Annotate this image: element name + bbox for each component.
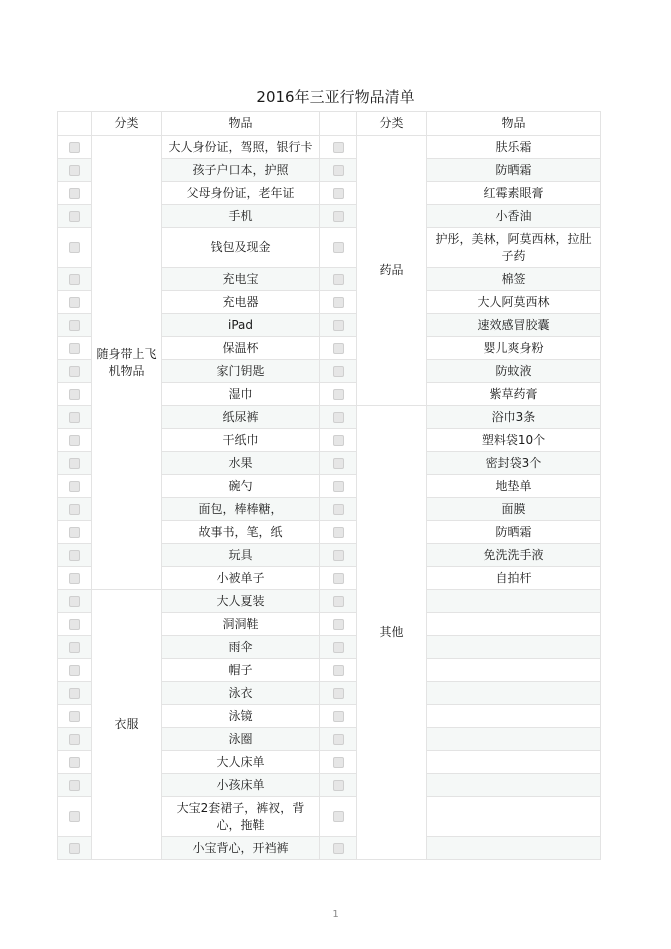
checkbox[interactable]: [333, 665, 344, 676]
check-cell-left: [58, 521, 92, 544]
item-cell-right: 护彤，美林，阿莫西林，拉肚子药: [427, 228, 601, 268]
checkbox[interactable]: [69, 242, 80, 253]
check-cell-left: [58, 567, 92, 590]
item-cell-left: 家门钥匙: [162, 360, 320, 383]
check-cell-left: [58, 429, 92, 452]
check-cell-left: [58, 774, 92, 797]
header-item-right: 物品: [427, 112, 601, 136]
checkbox[interactable]: [333, 366, 344, 377]
check-cell-left: [58, 182, 92, 205]
item-cell-right: [427, 728, 601, 751]
check-cell-right: [320, 590, 357, 613]
check-cell-left: [58, 314, 92, 337]
item-cell-right: 肤乐霜: [427, 136, 601, 159]
item-cell-right: [427, 774, 601, 797]
packing-list-table: [57, 111, 601, 860]
item-cell-left: 小孩床单: [162, 774, 320, 797]
check-cell-left: [58, 728, 92, 751]
category-carry-on: 随身带上飞机物品: [92, 136, 162, 590]
check-cell-left: [58, 406, 92, 429]
item-cell-right: 密封袋3个: [427, 452, 601, 475]
checkbox[interactable]: [69, 573, 80, 584]
item-cell-right: [427, 751, 601, 774]
checkbox[interactable]: [333, 297, 344, 308]
checkbox[interactable]: [69, 188, 80, 199]
check-cell-left: [58, 383, 92, 406]
item-cell-right: 塑料袋10个: [427, 429, 601, 452]
check-cell-right: [320, 751, 357, 774]
item-cell-left: 小被单子: [162, 567, 320, 590]
header-row: [58, 112, 601, 136]
category-clothes: 衣服: [92, 590, 162, 860]
checkbox[interactable]: [69, 688, 80, 699]
check-cell-left: [58, 159, 92, 182]
check-cell-right: [320, 314, 357, 337]
item-cell-left: 手机: [162, 205, 320, 228]
check-cell-right: [320, 268, 357, 291]
checkbox[interactable]: [333, 142, 344, 153]
check-cell-left: [58, 337, 92, 360]
check-cell-right: [320, 837, 357, 860]
check-cell-right: [320, 705, 357, 728]
check-cell-right: [320, 521, 357, 544]
check-cell-right: [320, 567, 357, 590]
checkbox[interactable]: [69, 527, 80, 538]
checkbox[interactable]: [69, 412, 80, 423]
item-cell-left: 大人身份证，驾照，银行卡: [162, 136, 320, 159]
check-cell-right: [320, 613, 357, 636]
category-medicine: 药品: [357, 136, 427, 406]
checkbox[interactable]: [333, 320, 344, 331]
item-cell-right: 速效感冒胶囊: [427, 314, 601, 337]
check-cell-right: [320, 544, 357, 567]
checkbox[interactable]: [333, 274, 344, 285]
header-check-right: [320, 112, 357, 136]
checkbox[interactable]: [69, 343, 80, 354]
checkbox[interactable]: [69, 211, 80, 222]
check-cell-right: [320, 728, 357, 751]
item-cell-right: [427, 705, 601, 728]
check-cell-left: [58, 475, 92, 498]
item-cell-left: 大人夏装: [162, 590, 320, 613]
checkbox[interactable]: [333, 504, 344, 515]
item-cell-left: 碗勺: [162, 475, 320, 498]
check-cell-right: [320, 228, 357, 268]
item-cell-right: [427, 682, 601, 705]
check-cell-right: [320, 475, 357, 498]
check-cell-left: [58, 498, 92, 521]
item-cell-left: 泳衣: [162, 682, 320, 705]
check-cell-right: [320, 383, 357, 406]
item-cell-right: 大人阿莫西林: [427, 291, 601, 314]
item-cell-left: 充电器: [162, 291, 320, 314]
item-cell-left: 大宝2套裙子，裤衩，背心，拖鞋: [162, 797, 320, 837]
check-cell-left: [58, 682, 92, 705]
check-cell-left: [58, 228, 92, 268]
header-category-right: 分类: [357, 112, 427, 136]
item-cell-right: 免洗洗手液: [427, 544, 601, 567]
item-cell-left: 干纸巾: [162, 429, 320, 452]
checkbox[interactable]: [69, 142, 80, 153]
check-cell-left: [58, 636, 92, 659]
item-cell-left: 纸尿裤: [162, 406, 320, 429]
item-cell-right: [427, 837, 601, 860]
check-cell-right: [320, 136, 357, 159]
check-cell-right: [320, 682, 357, 705]
check-cell-right: [320, 205, 357, 228]
checkbox[interactable]: [69, 665, 80, 676]
item-cell-right: 婴儿爽身粉: [427, 337, 601, 360]
checkbox[interactable]: [69, 811, 80, 822]
item-cell-left: 小宝背心，开裆裤: [162, 837, 320, 860]
item-cell-left: 面包，棒棒糖，: [162, 498, 320, 521]
page-number: 1: [332, 909, 339, 920]
item-cell-right: 棉签: [427, 268, 601, 291]
checkbox[interactable]: [69, 481, 80, 492]
check-cell-left: [58, 659, 92, 682]
list-body: [58, 136, 601, 860]
checkbox[interactable]: [333, 527, 344, 538]
check-cell-right: [320, 182, 357, 205]
check-cell-left: [58, 797, 92, 837]
check-cell-right: [320, 429, 357, 452]
check-cell-right: [320, 774, 357, 797]
checkbox[interactable]: [333, 619, 344, 630]
header-check-left: [58, 112, 92, 136]
checkbox[interactable]: [333, 734, 344, 745]
check-cell-right: [320, 406, 357, 429]
checkbox[interactable]: [333, 188, 344, 199]
check-cell-left: [58, 268, 92, 291]
item-cell-right: 地垫单: [427, 475, 601, 498]
check-cell-right: [320, 659, 357, 682]
checkbox[interactable]: [69, 711, 80, 722]
check-cell-left: [58, 837, 92, 860]
document-title: 2016年三亚行物品清单: [256, 88, 415, 106]
checkbox[interactable]: [69, 550, 80, 561]
checkbox[interactable]: [69, 734, 80, 745]
item-cell-left: 水果: [162, 452, 320, 475]
checkbox[interactable]: [69, 780, 80, 791]
checkbox[interactable]: [333, 711, 344, 722]
item-cell-right: 红霉素眼膏: [427, 182, 601, 205]
item-cell-right: 防晒霜: [427, 521, 601, 544]
check-cell-right: [320, 337, 357, 360]
item-cell-right: 防晒霜: [427, 159, 601, 182]
check-cell-left: [58, 751, 92, 774]
check-cell-right: [320, 636, 357, 659]
item-cell-left: 钱包及现金: [162, 228, 320, 268]
checkbox[interactable]: [69, 165, 80, 176]
header-item-left: 物品: [162, 112, 320, 136]
checkbox[interactable]: [69, 843, 80, 854]
checkbox[interactable]: [333, 343, 344, 354]
table-row: [58, 590, 601, 613]
checkbox[interactable]: [69, 435, 80, 446]
item-cell-left: 保温杯: [162, 337, 320, 360]
checkbox[interactable]: [333, 688, 344, 699]
checkbox[interactable]: [69, 757, 80, 768]
checkbox[interactable]: [333, 435, 344, 446]
item-cell-left: 泳圈: [162, 728, 320, 751]
checkbox[interactable]: [69, 596, 80, 607]
check-cell-right: [320, 291, 357, 314]
item-cell-right: 紫草药膏: [427, 383, 601, 406]
item-cell-left: 大人床单: [162, 751, 320, 774]
checkbox[interactable]: [333, 811, 344, 822]
checkbox[interactable]: [69, 297, 80, 308]
checkbox[interactable]: [69, 320, 80, 331]
item-cell-left: 洞洞鞋: [162, 613, 320, 636]
checkbox[interactable]: [69, 504, 80, 515]
item-cell-left: 孩子户口本，护照: [162, 159, 320, 182]
header-category-left: 分类: [92, 112, 162, 136]
item-cell-left: iPad: [162, 314, 320, 337]
item-cell-left: 湿巾: [162, 383, 320, 406]
checkbox[interactable]: [69, 274, 80, 285]
checkbox[interactable]: [333, 550, 344, 561]
item-cell-right: 防蚊液: [427, 360, 601, 383]
check-cell-left: [58, 360, 92, 383]
check-cell-left: [58, 613, 92, 636]
check-cell-left: [58, 590, 92, 613]
check-cell-right: [320, 452, 357, 475]
checkbox[interactable]: [333, 242, 344, 253]
check-cell-left: [58, 705, 92, 728]
check-cell-right: [320, 159, 357, 182]
checkbox[interactable]: [333, 573, 344, 584]
check-cell-left: [58, 136, 92, 159]
item-cell-left: 帽子: [162, 659, 320, 682]
item-cell-right: 浴巾3条: [427, 406, 601, 429]
item-cell-left: 玩具: [162, 544, 320, 567]
table-row: [58, 136, 601, 159]
checkbox[interactable]: [333, 642, 344, 653]
check-cell-right: [320, 360, 357, 383]
checkbox[interactable]: [333, 458, 344, 469]
item-cell-right: [427, 636, 601, 659]
item-cell-right: [427, 797, 601, 837]
item-cell-left: 充电宝: [162, 268, 320, 291]
checkbox[interactable]: [333, 165, 344, 176]
checkbox[interactable]: [69, 458, 80, 469]
check-cell-left: [58, 544, 92, 567]
checkbox[interactable]: [69, 642, 80, 653]
item-cell-right: [427, 590, 601, 613]
checkbox[interactable]: [333, 757, 344, 768]
checkbox[interactable]: [333, 481, 344, 492]
item-cell-right: 自拍杆: [427, 567, 601, 590]
checkbox[interactable]: [333, 843, 344, 854]
checkbox[interactable]: [333, 389, 344, 400]
check-cell-left: [58, 452, 92, 475]
checkbox[interactable]: [333, 596, 344, 607]
checkbox[interactable]: [333, 211, 344, 222]
item-cell-right: 小香油: [427, 205, 601, 228]
item-cell-left: 雨伞: [162, 636, 320, 659]
check-cell-right: [320, 498, 357, 521]
category-other: 其他: [357, 406, 427, 860]
check-cell-left: [58, 205, 92, 228]
item-cell-left: 泳镜: [162, 705, 320, 728]
item-cell-right: 面膜: [427, 498, 601, 521]
checkbox[interactable]: [69, 619, 80, 630]
item-cell-right: [427, 659, 601, 682]
check-cell-left: [58, 291, 92, 314]
item-cell-left: 父母身份证，老年证: [162, 182, 320, 205]
check-cell-right: [320, 797, 357, 837]
checkbox[interactable]: [69, 389, 80, 400]
checkbox[interactable]: [69, 366, 80, 377]
checkbox[interactable]: [333, 780, 344, 791]
item-cell-right: [427, 613, 601, 636]
item-cell-left: 故事书，笔，纸: [162, 521, 320, 544]
checkbox[interactable]: [333, 412, 344, 423]
